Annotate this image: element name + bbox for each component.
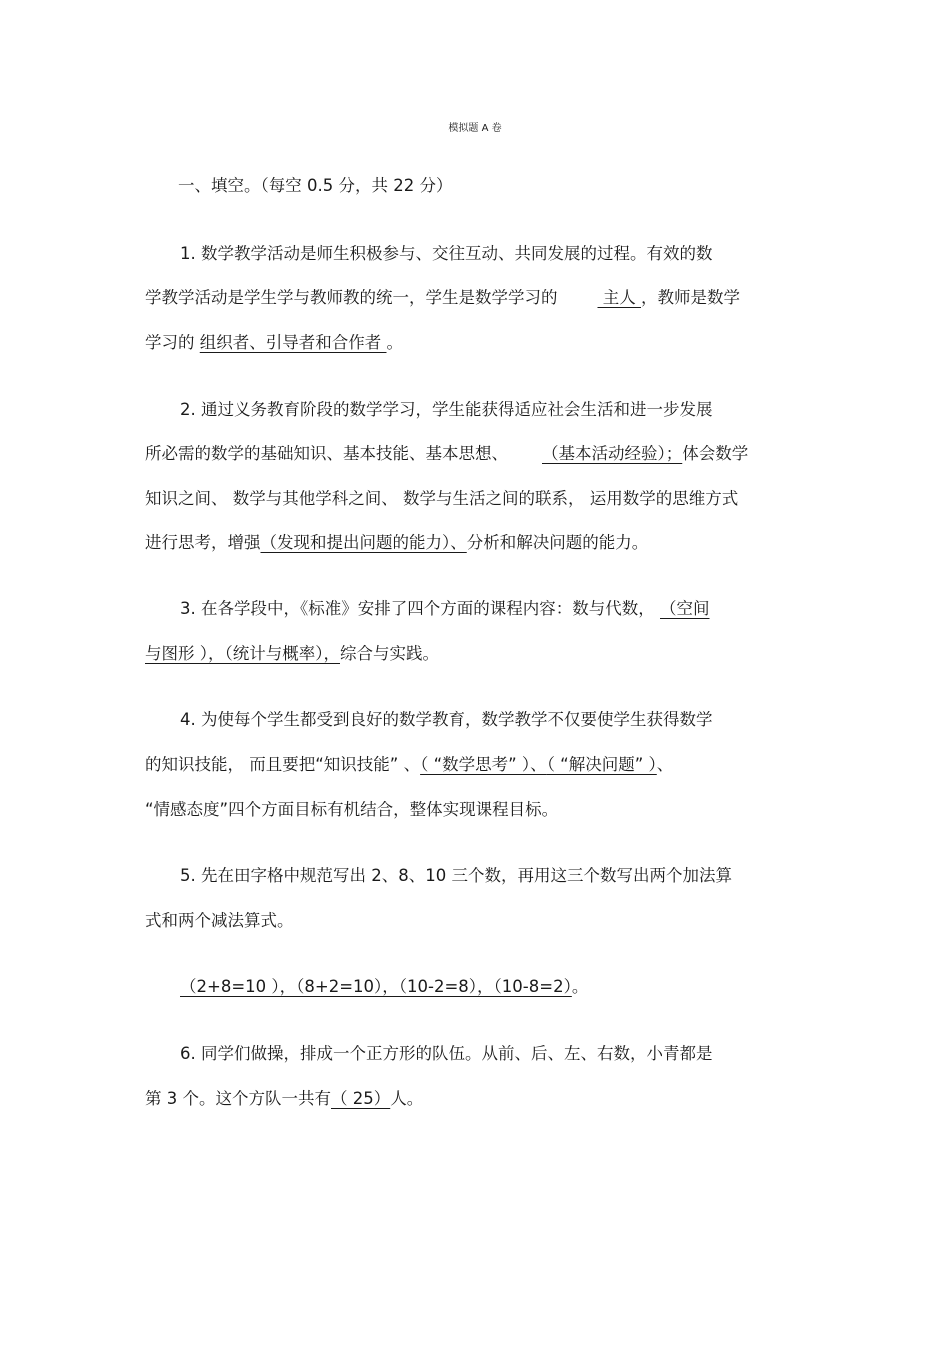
q6-line-1: 6. 同学们做操，排成一个正方形的队伍。从前、后、左、右数，小青都是 xyxy=(180,1044,713,1063)
q2-text: 所必需的数学的基础知识、基本技能、基本思想、 xyxy=(145,444,508,463)
q3-line-2 xyxy=(145,643,439,665)
q5-answer-line xyxy=(180,976,588,998)
q3-text: 3. 在各学段中，《标准》安排了四个方面的课程内容：数与代数， xyxy=(180,599,655,618)
q3-answer-1a: （空间 xyxy=(660,599,710,618)
q5-text: 。 xyxy=(571,977,589,996)
q4-line-2 xyxy=(145,754,673,776)
q1-text: 。 xyxy=(386,333,403,352)
q1-line-2 xyxy=(145,287,740,309)
q1-answer-2: 组织者、引导者和合作者 xyxy=(199,333,387,352)
q6-line-2 xyxy=(145,1088,423,1110)
q2-text: 分析和解决问题的能力。 xyxy=(466,533,649,552)
page-title: 模拟题 A 卷 xyxy=(448,123,502,134)
q5-answer: （2+8=10 ），（8+2=10），（10-2=8），（10-8=2） xyxy=(180,977,572,996)
q2-answer-2: （发现和提出问题的能力）、 xyxy=(260,533,467,552)
q6-answer: （ 25） xyxy=(331,1089,391,1108)
q2-answer-1: （基本活动经验）； xyxy=(542,444,683,463)
q4-text: 、 xyxy=(656,755,674,774)
q6-text: 人。 xyxy=(390,1089,424,1108)
q2-line-1: 2. 通过义务教育阶段的数学学习，学生能获得适应社会生活和进一步发展 xyxy=(180,400,713,419)
section-heading: 一、填空。（每空 0.5 分，共 22 分） xyxy=(178,176,453,195)
q3-answer-1b: 与图形 ）， xyxy=(145,644,225,663)
q2-line-4 xyxy=(145,532,648,554)
q4-answer-1: （ “数学思考” ）、 xyxy=(420,755,547,774)
q2-line-2 xyxy=(145,443,748,465)
q1-line-3 xyxy=(145,332,403,354)
q4-answer-2: （ “解决问题” ） xyxy=(546,755,657,774)
q4-text: 的知识技能， 而且要把“知识技能” 、 xyxy=(145,755,421,774)
q4-line-1: 4. 为使每个学生都受到良好的数学教育，数学教学不仅要使学生获得数学 xyxy=(180,710,713,729)
q2-text: 体会数学 xyxy=(682,444,749,463)
q2-line-3: 知识之间、 数学与其他学科之间、 数学与生活之间的联系， 运用数学的思维方式 xyxy=(145,489,739,508)
q3-answer-2: （统计与概率）， xyxy=(224,644,340,663)
q1-answer-1: 主人 xyxy=(597,288,641,307)
q1-text: 学教学活动是学生学与教师教的统一，学生是数学学习的 xyxy=(145,288,558,307)
q3-text: 综合与实践。 xyxy=(340,644,439,663)
q5-line-2: 式和两个减法算式。 xyxy=(145,911,294,930)
q1-text: 学习的 xyxy=(145,333,195,352)
q5-line-1: 5. 先在田字格中规范写出 2、8、10 三个数，再用这三个数写出两个加法算 xyxy=(180,866,732,885)
q4-line-3: “情感态度”四个方面目标有机结合，整体实现课程目标。 xyxy=(145,800,559,819)
q1-text: ，教师是数学 xyxy=(641,288,740,307)
q3-line-1 xyxy=(180,598,710,620)
q6-text: 第 3 个。这个方队一共有 xyxy=(145,1089,331,1108)
q1-line-1: 1. 数学教学活动是师生积极参与、交往互动、共同发展的过程。有效的数 xyxy=(180,244,713,263)
q2-text: 进行思考，增强 xyxy=(145,533,261,552)
